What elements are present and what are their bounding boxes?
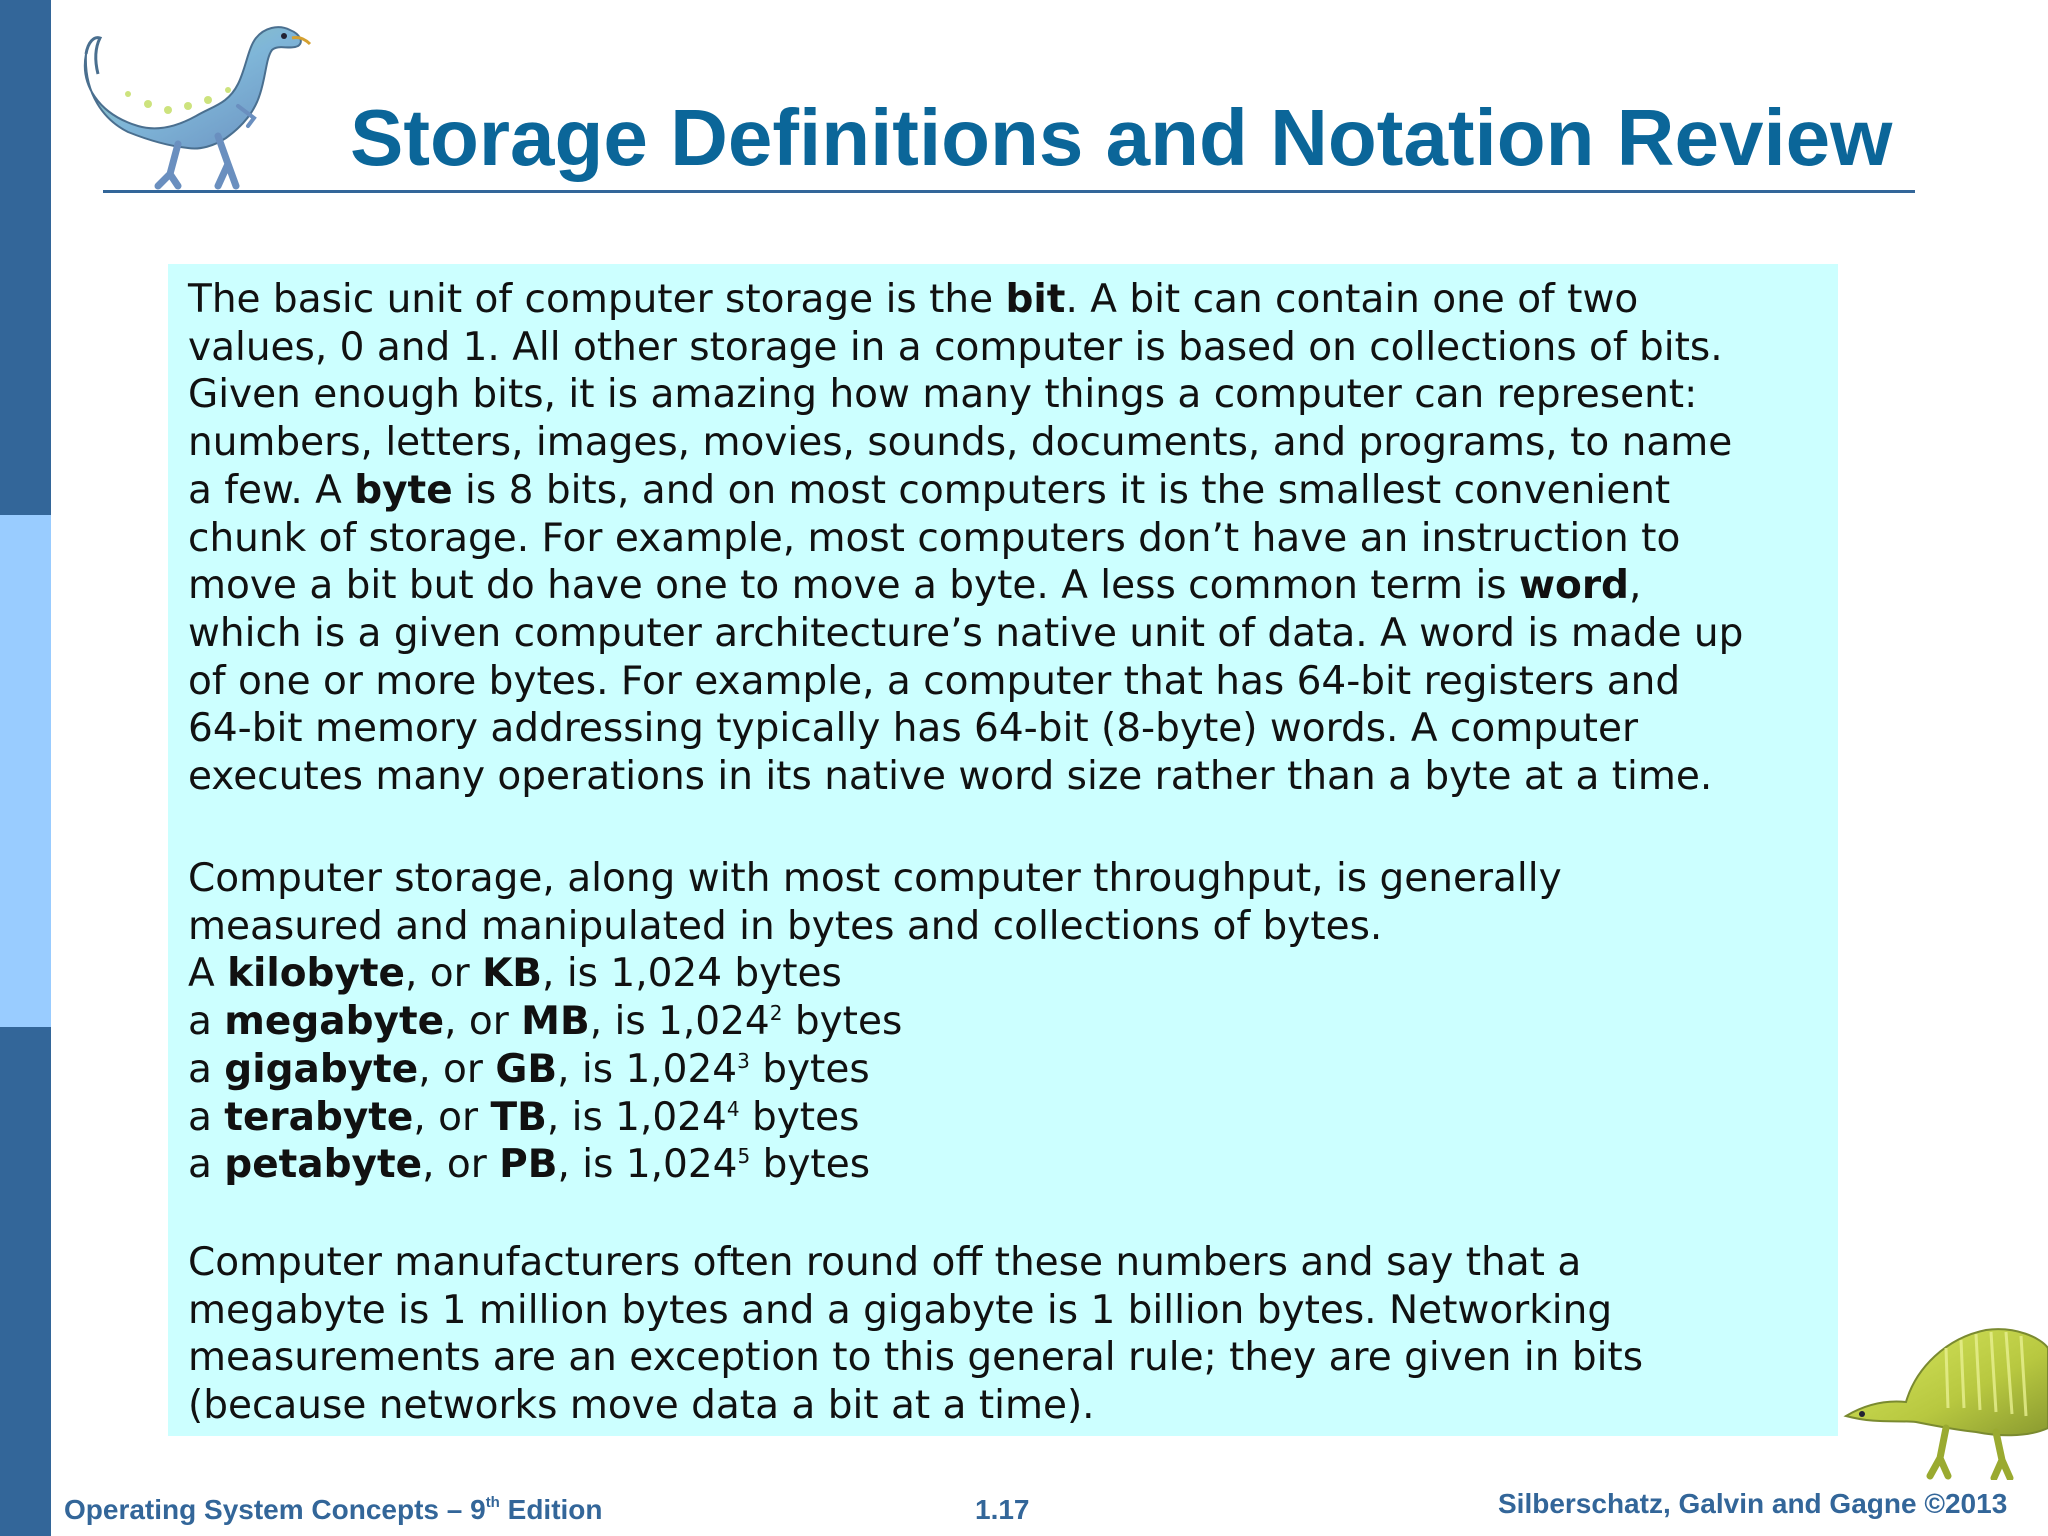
text-line: megabyte is 1 million bytes and a gigabyte is 1 billion bytes. Networking: [188, 1287, 1613, 1333]
text-line: chunk of storage. For example, most computers don’t have an instruction to: [188, 515, 1681, 561]
unit-definition-terabyte: a terabyte, or TB, is 1,024$^4$ bytes: [188, 1094, 860, 1140]
unit-definition-kilobyte: A kilobyte, or KB, is 1,024 bytes: [188, 951, 842, 997]
side-bar-middle: [0, 515, 51, 1027]
text-line: Computer storage, along with most computer throughput, is generally: [188, 856, 1562, 901]
text-line: move a bit but do have one to move a byte. A less common term is word,: [188, 563, 1642, 609]
text-line: a few. A byte is 8 bits, and on most computers it is the smallest convenient: [188, 467, 1671, 513]
text-line: measured and manipulated in bytes and collections of bytes.: [188, 903, 1383, 949]
title-divider: [103, 190, 1915, 193]
side-bar-bottom: [0, 1027, 51, 1536]
dinosaur-icon: [1836, 1308, 2048, 1480]
paragraph-storage-units: [188, 855, 1828, 1189]
text-line: (because networks move data a bit at a time).: [188, 1383, 1095, 1429]
footer-book-title: Operating System Concepts – 9th Edition: [64, 1494, 603, 1525]
text-line: of one or more bytes. For example, a computer that has 64-bit registers and: [188, 658, 1681, 704]
unit-definition-petabyte: a petabyte, or PB, is 1,024$^5$ bytes: [188, 1142, 871, 1188]
dinosaur-icon: [78, 14, 318, 190]
text-line: measurements are an exception to this general rule; they are given in bits: [188, 1335, 1644, 1381]
unit-definition-megabyte: a megabyte, or MB, is 1,024$^2$ bytes: [188, 999, 903, 1045]
paragraph-rounding-note: [188, 1239, 1828, 1430]
page-title: Storage Definitions and Notation Review: [350, 93, 1893, 182]
text-line: The basic unit of computer storage is the bit. A bit can contain one of two: [188, 277, 1639, 322]
text-line: Given enough bits, it is amazing how many things a computer can represent:: [188, 372, 1698, 418]
text-line: 64-bit memory addressing typically has 64-bit (8-byte) words. A computer: [188, 706, 1638, 752]
unit-definition-gigabyte: a gigabyte, or GB, is 1,024$^3$ bytes: [188, 1046, 870, 1092]
text-line: values, 0 and 1. All other storage in a computer is based on collections of bits.: [188, 324, 1723, 370]
text-line: executes many operations in its native word size rather than a byte at a time.: [188, 754, 1713, 800]
text-line: numbers, letters, images, movies, sounds, documents, and programs, to name: [188, 420, 1733, 466]
text-line: Computer manufacturers often round off these numbers and say that a: [188, 1240, 1582, 1285]
side-bar-top: [0, 0, 51, 515]
footer-copyright: Silberschatz, Galvin and Gagne ©2013: [1498, 1488, 2008, 1519]
text-line: which is a given computer architecture’s native unit of data. A word is made up: [188, 610, 1744, 656]
page-number: 1.17: [975, 1494, 1030, 1525]
paragraph-storage-basics: [188, 276, 1828, 801]
